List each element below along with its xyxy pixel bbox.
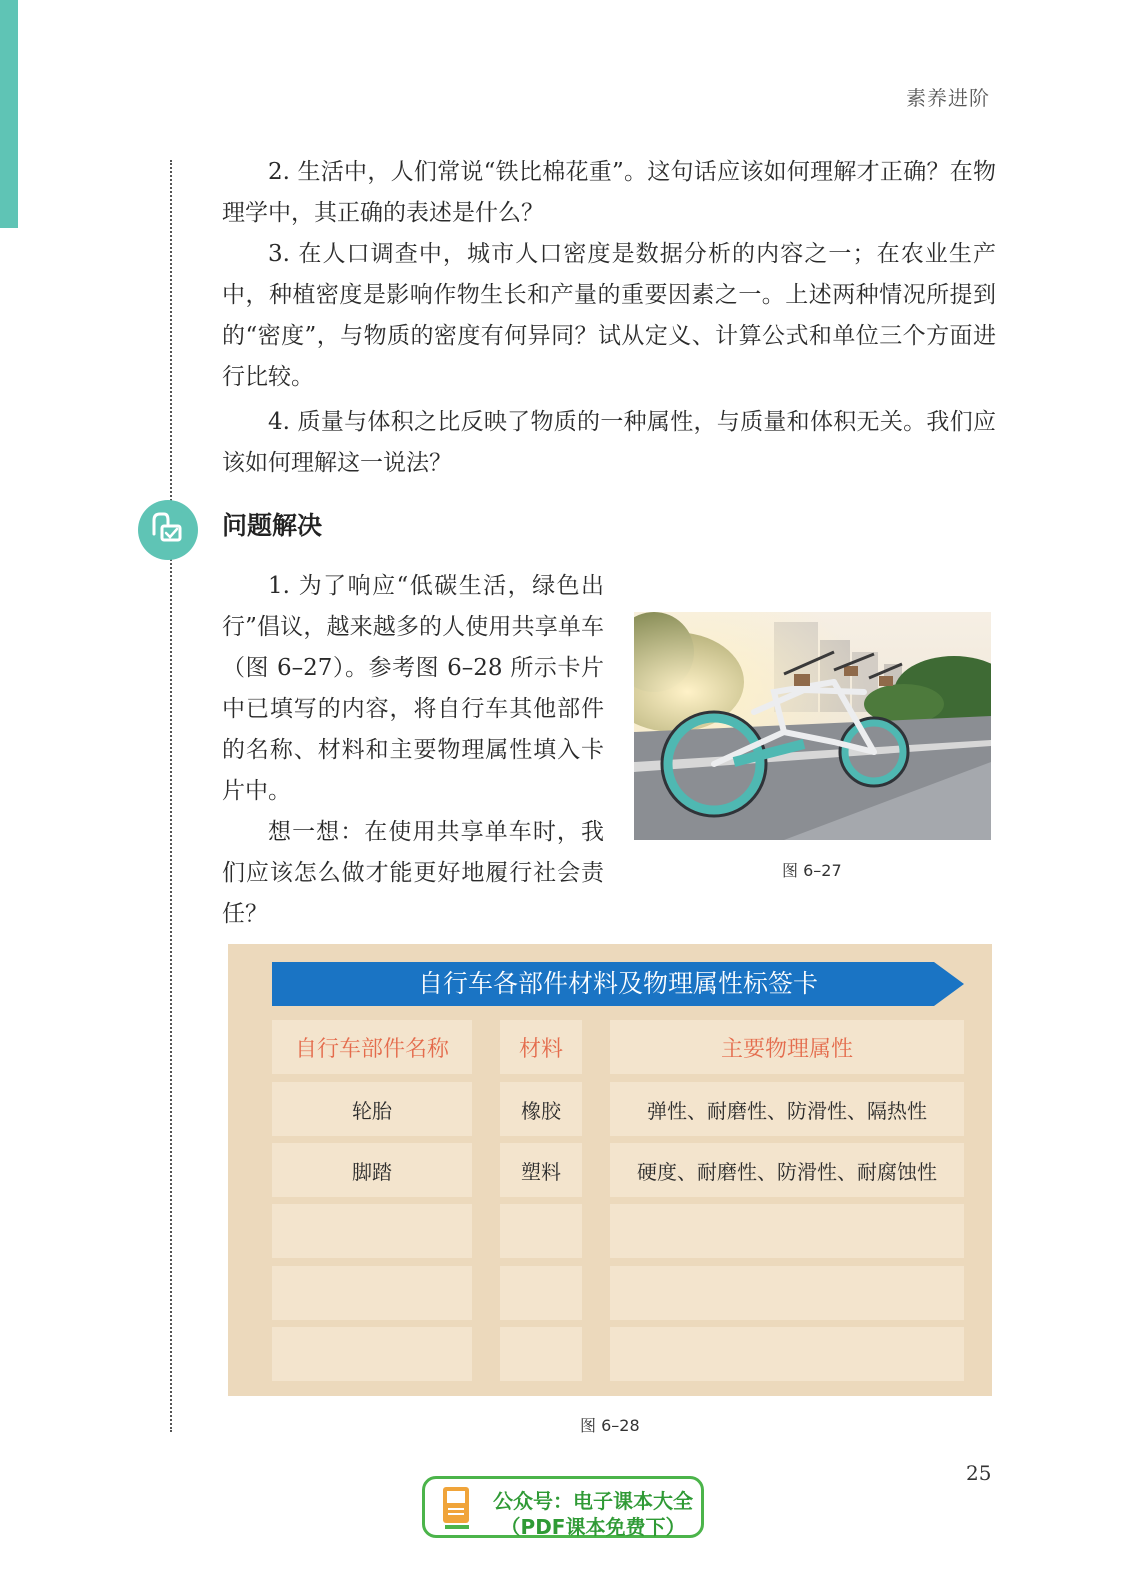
badge-line-1: 公众号：电子课本大全 bbox=[493, 1489, 693, 1513]
section-title: 问题解决 bbox=[222, 511, 323, 540]
problem-solving-icon bbox=[138, 500, 198, 560]
row2-material: 塑料 bbox=[500, 1143, 582, 1197]
header-material: 材料 bbox=[500, 1020, 582, 1074]
wechat-badge[interactable] bbox=[422, 1476, 704, 1538]
row4-part-blank bbox=[272, 1266, 472, 1320]
row5-properties-blank bbox=[610, 1327, 964, 1381]
header-properties: 主要物理属性 bbox=[610, 1020, 964, 1074]
row3-part-blank bbox=[272, 1204, 472, 1258]
figure-6-28-caption: 图 6–28 bbox=[580, 1416, 640, 1435]
figure-6-27-caption: 图 6–27 bbox=[782, 861, 842, 880]
book-icon bbox=[439, 1485, 475, 1533]
question-3: 3. 在人口调查中，城市人口密度是数据分析的内容之一；在农业生产中，种植密度是影响作物生长和产量的重要因素之一。上述两种情况所提到的“密度”，与物质的密度有何异同？试从定义、计算公式和单位三个方面进行比较。 bbox=[222, 241, 996, 390]
row2-properties: 硬度、耐磨性、防滑性、耐腐蚀性 bbox=[610, 1143, 964, 1197]
problem-1-text: 1. 为了响应“低碳生活，绿色出行”倡议，越来越多的人使用共享单车（图 6–27）。参考图 6–28 所示卡片中已填写的内容，将自行车其他部件的名称、材料和主要物理属性填入卡片中。 bbox=[222, 573, 604, 804]
row4-material-blank bbox=[500, 1266, 582, 1320]
row2-part: 脚踏 bbox=[272, 1143, 472, 1197]
badge-line-2: （PDF课本免费下） bbox=[500, 1515, 686, 1539]
row1-part: 轮胎 bbox=[272, 1082, 472, 1136]
row1-properties: 弹性、耐磨性、防滑性、隔热性 bbox=[610, 1082, 964, 1136]
header-part-name: 自行车部件名称 bbox=[272, 1020, 472, 1074]
shared-bike-photo bbox=[634, 612, 991, 840]
row5-part-blank bbox=[272, 1327, 472, 1381]
side-tab bbox=[0, 0, 18, 228]
think-prompt: 想一想：在使用共享单车时，我们应该怎么做才能更好地履行社会责任？ bbox=[222, 819, 604, 927]
section-header: 素养进阶 bbox=[906, 86, 990, 110]
row4-properties-blank bbox=[610, 1266, 964, 1320]
margin-divider bbox=[170, 160, 172, 1432]
row5-material-blank bbox=[500, 1327, 582, 1381]
card-title: 自行车各部件材料及物理属性标签卡 bbox=[417, 969, 818, 998]
question-2: 2. 生活中，人们常说“铁比棉花重”。这句话应该如何理解才正确？在物理学中，其正确的表述是什么？ bbox=[222, 159, 996, 226]
question-4: 4. 质量与体积之比反映了物质的一种属性，与质量和体积无关。我们应该如何理解这一说法？ bbox=[222, 409, 996, 476]
page-number: 25 bbox=[966, 1461, 992, 1485]
row3-material-blank bbox=[500, 1204, 582, 1258]
row1-material: 橡胶 bbox=[500, 1082, 582, 1136]
bike-material-card bbox=[228, 944, 992, 1396]
row3-properties-blank bbox=[610, 1204, 964, 1258]
